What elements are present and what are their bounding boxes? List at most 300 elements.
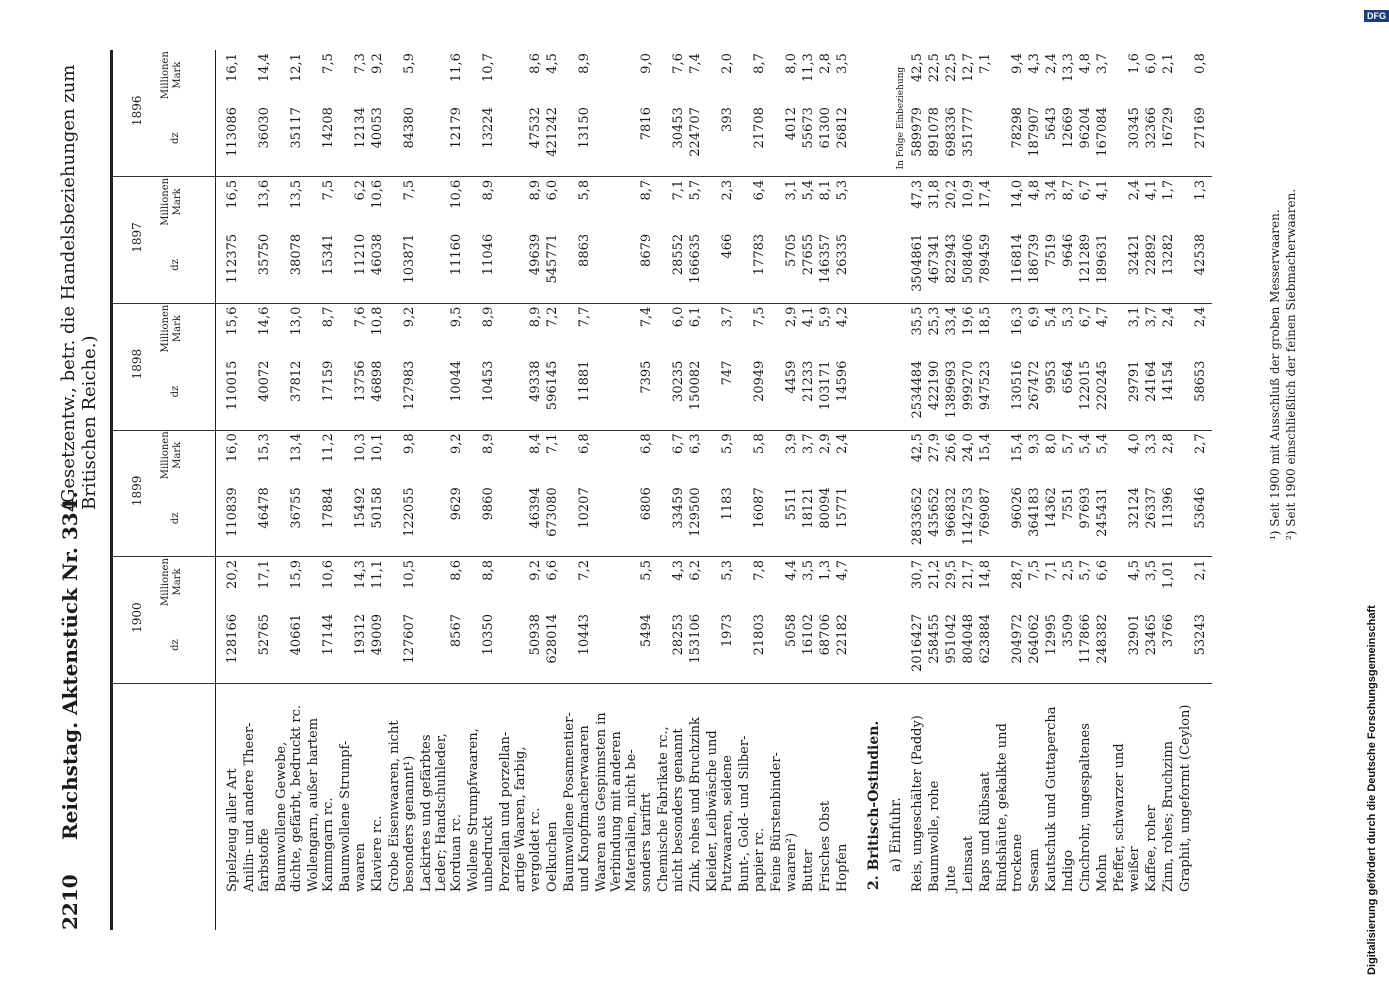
quantity-cell: 55673 bbox=[801, 107, 816, 149]
quantity-cell: 9646 bbox=[1061, 233, 1076, 267]
quantity-cell: 947523 bbox=[978, 360, 993, 411]
rows_top-row-label: Waaren aus Gespinnsten in Verbindung mit anderen Materialien, nicht be- sonders tarifirt bbox=[594, 712, 654, 892]
value-cell: 4,7 bbox=[835, 560, 850, 581]
quantity-cell: 21233 bbox=[801, 360, 816, 402]
value-cell: 10,8 bbox=[370, 306, 385, 336]
quantity-cell: 435652 bbox=[927, 487, 942, 537]
rows_india-row-label: Kautschuk und Guttapercha bbox=[1044, 706, 1059, 892]
value-cell: 8,9 bbox=[481, 179, 496, 201]
quantity-cell: 628014 bbox=[545, 614, 560, 664]
value-cell: 20,2 bbox=[225, 560, 240, 589]
quantity-cell: 393 bbox=[720, 107, 735, 132]
quantity-cell: 12669 bbox=[1061, 107, 1076, 149]
value-cell: 7,5 bbox=[752, 306, 767, 328]
value-cell: 9,4 bbox=[1010, 53, 1025, 74]
rows_top-row-label: Klaviere rc. bbox=[370, 815, 385, 892]
quantity-cell: 52765 bbox=[257, 614, 272, 656]
year-1896: 1896 bbox=[130, 95, 144, 126]
quantity-cell: 4459 bbox=[784, 360, 799, 394]
quantity-cell: 189631 bbox=[1095, 233, 1110, 284]
quantity-cell: 11396 bbox=[1161, 487, 1176, 529]
value-cell: 2,1 bbox=[1161, 53, 1176, 74]
value-cell: 9,0 bbox=[639, 53, 654, 74]
quantity-cell: 113086 bbox=[225, 107, 240, 157]
value-cell: 2,9 bbox=[818, 433, 833, 454]
value-cell: 14,4 bbox=[257, 53, 272, 83]
value-cell: 15,4 bbox=[1010, 433, 1025, 463]
value-cell: 4,8 bbox=[1078, 53, 1093, 74]
value-cell: 28,7 bbox=[1010, 560, 1025, 589]
value-cell: 6,6 bbox=[1095, 560, 1110, 581]
value-cell: 9,2 bbox=[402, 306, 417, 328]
quantity-cell: 30345 bbox=[1127, 107, 1142, 149]
value-cell: 4,5 bbox=[545, 53, 560, 74]
value-cell: 7,1 bbox=[978, 53, 993, 74]
quantity-cell: 596145 bbox=[545, 360, 560, 411]
quantity-cell: 121289 bbox=[1078, 233, 1093, 284]
quantity-cell: 53243 bbox=[1193, 614, 1208, 656]
value-cell: 2,8 bbox=[818, 53, 833, 74]
quantity-cell: 14208 bbox=[321, 107, 336, 149]
value-cell: 3,5 bbox=[1144, 560, 1159, 581]
quantity-cell: 11046 bbox=[481, 233, 496, 276]
value-cell: 8,4 bbox=[528, 433, 543, 454]
value-cell: 7,1 bbox=[1044, 560, 1059, 581]
rows_india-row-label: Mohn bbox=[1095, 854, 1110, 892]
value-cell: 3,1 bbox=[1127, 306, 1142, 328]
unit-value-header: Millionen Mark bbox=[160, 431, 183, 480]
quantity-cell: 146357 bbox=[818, 233, 833, 284]
quantity-cell: 27655 bbox=[801, 233, 816, 276]
value-cell: 9,2 bbox=[370, 53, 385, 74]
quantity-cell: 153106 bbox=[688, 614, 703, 664]
quantity-cell: 258455 bbox=[927, 614, 942, 664]
value-cell: 17,4 bbox=[978, 179, 993, 209]
value-cell: 6,6 bbox=[545, 560, 560, 581]
value-cell: 4,1 bbox=[1095, 179, 1110, 201]
page-header bbox=[58, 50, 98, 930]
quantity-cell: 2833652 bbox=[910, 487, 925, 546]
quantity-cell: 267472 bbox=[1027, 360, 1042, 411]
unit-value-header: Millionen Mark bbox=[160, 558, 183, 606]
value-cell: 8,8 bbox=[481, 560, 496, 581]
quantity-cell: 15341 bbox=[321, 233, 336, 276]
quantity-cell: 623884 bbox=[978, 614, 993, 664]
value-cell: 10,9 bbox=[961, 179, 976, 209]
quantity-cell: 13150 bbox=[577, 107, 592, 149]
quantity-cell: 6564 bbox=[1061, 360, 1076, 394]
quantity-cell: 32366 bbox=[1144, 107, 1159, 149]
value-cell: 5,8 bbox=[577, 179, 592, 201]
value-cell: 6,9 bbox=[1027, 306, 1042, 328]
quantity-cell: 28253 bbox=[671, 614, 686, 656]
quantity-cell: 166635 bbox=[688, 233, 703, 284]
value-cell: 5,3 bbox=[720, 560, 735, 581]
unit-qty-header: dz bbox=[170, 512, 181, 525]
value-cell: 5,4 bbox=[1044, 306, 1059, 328]
rows_top-row-label: Kleider, Leibwäsche und Putzwaaren, seidene bbox=[705, 730, 735, 892]
quantity-cell: 8863 bbox=[577, 233, 592, 267]
page-number: 2210 bbox=[58, 874, 82, 930]
value-cell: 2,1 bbox=[1193, 560, 1208, 581]
quantity-cell: 7551 bbox=[1061, 487, 1076, 521]
quantity-cell: 16087 bbox=[752, 487, 767, 529]
value-cell: 6,2 bbox=[353, 179, 368, 201]
value-cell: 11,3 bbox=[801, 53, 816, 83]
value-cell: 21,7 bbox=[961, 560, 976, 589]
value-cell: 5,4 bbox=[801, 179, 816, 201]
value-cell: 10,7 bbox=[481, 53, 496, 83]
quantity-cell: 29791 bbox=[1127, 360, 1142, 402]
quantity-cell: 11210 bbox=[353, 233, 368, 276]
value-cell: 33,4 bbox=[944, 306, 959, 336]
value-cell: 15,4 bbox=[978, 433, 993, 463]
rows_top-row-label: Grobe Eisenwaaren, nicht besonders genannt¹) bbox=[387, 720, 417, 892]
note-1896: In Folge Einbeziehung bbox=[896, 66, 906, 170]
value-cell: 10,6 bbox=[321, 560, 336, 589]
value-cell: 8,6 bbox=[528, 53, 543, 74]
quantity-cell: 127607 bbox=[402, 614, 417, 664]
value-cell: 8,9 bbox=[577, 53, 592, 74]
quantity-cell: 19312 bbox=[353, 614, 368, 656]
value-cell: 3,1 bbox=[784, 179, 799, 201]
value-cell: 10,1 bbox=[370, 433, 385, 463]
value-cell: 5,3 bbox=[1061, 306, 1076, 328]
value-cell: 7,4 bbox=[639, 306, 654, 328]
rows_india-row-label: Cinchrohr, ungespaltenes bbox=[1078, 723, 1093, 892]
quantity-cell: 112375 bbox=[225, 233, 240, 284]
value-cell: 25,3 bbox=[927, 306, 942, 336]
value-cell: 4,4 bbox=[784, 560, 799, 581]
quantity-cell: 999270 bbox=[961, 360, 976, 411]
quantity-cell: 42538 bbox=[1193, 233, 1208, 276]
value-cell: 6,0 bbox=[1144, 53, 1159, 74]
quantity-cell: 46478 bbox=[257, 487, 272, 529]
rows_top-row-label: Feine Bürstenbinder- waaren²) bbox=[769, 752, 799, 892]
quantity-cell: 421242 bbox=[545, 107, 560, 157]
quantity-cell: 789459 bbox=[978, 233, 993, 284]
quantity-cell: 36030 bbox=[257, 107, 272, 149]
unit-qty-header: dz bbox=[170, 259, 181, 271]
quantity-cell: 53646 bbox=[1193, 487, 1208, 529]
value-cell: 26,6 bbox=[944, 433, 959, 463]
value-cell: 5,4 bbox=[1095, 433, 1110, 454]
quantity-cell: 3509 bbox=[1061, 614, 1076, 648]
quantity-cell: 2534484 bbox=[910, 360, 925, 419]
value-cell: 11,2 bbox=[321, 433, 336, 463]
quantity-cell: 11160 bbox=[449, 233, 464, 276]
quantity-cell: 747 bbox=[720, 360, 735, 386]
quantity-cell: 951042 bbox=[944, 614, 959, 664]
header-title: (Gesetzentw., betr. die Handelsbeziehungen zum Britischen Reiche.) bbox=[58, 64, 100, 510]
value-cell: 8,0 bbox=[1044, 433, 1059, 454]
value-cell: 6,8 bbox=[639, 433, 654, 454]
value-cell: 3,5 bbox=[835, 53, 850, 74]
quantity-cell: 186739 bbox=[1027, 233, 1042, 284]
unit-value-header: Millionen Mark bbox=[160, 177, 183, 226]
value-cell: 5,4 bbox=[1078, 433, 1093, 454]
value-cell: 9,2 bbox=[449, 433, 464, 454]
quantity-cell: 5058 bbox=[784, 614, 799, 648]
quantity-cell: 6806 bbox=[639, 487, 654, 521]
value-cell: 8,9 bbox=[528, 306, 543, 328]
value-cell: 8,7 bbox=[639, 179, 654, 201]
quantity-cell: 891078 bbox=[927, 107, 942, 157]
value-cell: 0,8 bbox=[1193, 53, 1208, 74]
rows_india-row-label: Rindshäute, gekalkte und trockene bbox=[995, 723, 1025, 892]
table-header-rule bbox=[215, 50, 216, 930]
quantity-cell: 4012 bbox=[784, 107, 799, 141]
quantity-cell: 364183 bbox=[1027, 487, 1042, 537]
quantity-cell: 508406 bbox=[961, 233, 976, 284]
rows_top-row-label: Frisches Obst bbox=[818, 800, 833, 892]
quantity-cell: 8679 bbox=[639, 233, 654, 267]
value-cell: 7,7 bbox=[577, 306, 592, 328]
quantity-cell: 5494 bbox=[639, 614, 654, 648]
value-cell: 3,7 bbox=[720, 306, 735, 328]
quantity-cell: 18121 bbox=[801, 487, 816, 529]
quantity-cell: 10453 bbox=[481, 360, 496, 402]
quantity-cell: 14154 bbox=[1161, 360, 1176, 402]
rows_india-row-label: Indigo bbox=[1061, 849, 1076, 892]
quantity-cell: 40072 bbox=[257, 360, 272, 402]
rows_india-row-label: Leinsaat bbox=[961, 835, 976, 892]
quantity-cell: 14362 bbox=[1044, 487, 1059, 529]
rows_top-row-label: Chemische Fabrikate rc., nicht besonders genannt bbox=[656, 726, 686, 892]
value-cell: 7,6 bbox=[671, 53, 686, 74]
value-cell: 15,6 bbox=[225, 306, 240, 336]
value-cell: 5,9 bbox=[818, 306, 833, 328]
value-cell: 21,2 bbox=[927, 560, 942, 589]
quantity-cell: 264062 bbox=[1027, 614, 1042, 664]
value-cell: 10,6 bbox=[449, 179, 464, 209]
quantity-cell: 33459 bbox=[671, 487, 686, 529]
rows_india-row-label: Reis, ungeschälter (Paddy) bbox=[910, 715, 925, 892]
value-cell: 1,01 bbox=[1161, 560, 1176, 589]
value-cell: 6,7 bbox=[671, 433, 686, 454]
quantity-cell: 3504861 bbox=[910, 233, 925, 292]
quantity-cell: 110839 bbox=[225, 487, 240, 537]
value-cell: 9,2 bbox=[528, 560, 543, 581]
quantity-cell: 804048 bbox=[961, 614, 976, 664]
unit-qty-header: dz bbox=[170, 385, 181, 398]
value-cell: 14,0 bbox=[1010, 179, 1025, 209]
value-cell: 3,7 bbox=[1095, 53, 1110, 74]
quantity-cell: 220245 bbox=[1095, 360, 1110, 411]
value-cell: 9,3 bbox=[1027, 433, 1042, 454]
quantity-cell: 698336 bbox=[944, 107, 959, 157]
value-cell: 5,7 bbox=[688, 179, 703, 201]
value-cell: 5,9 bbox=[720, 433, 735, 454]
value-cell: 13,3 bbox=[1061, 53, 1076, 83]
unit-value-header: Millionen Mark bbox=[160, 51, 183, 100]
rows_top-row-label: Butter bbox=[801, 849, 816, 892]
quantity-cell: 26337 bbox=[1144, 487, 1159, 529]
value-cell: 8,6 bbox=[449, 560, 464, 581]
value-cell: 19,6 bbox=[961, 306, 976, 336]
value-cell: 10,3 bbox=[353, 433, 368, 463]
quantity-cell: 84380 bbox=[402, 107, 417, 149]
quantity-cell: 1973 bbox=[720, 614, 735, 648]
value-cell: 15,3 bbox=[257, 433, 272, 463]
value-cell: 42,5 bbox=[910, 53, 925, 83]
value-cell: 1,6 bbox=[1127, 53, 1142, 74]
quantity-cell: 12179 bbox=[449, 107, 464, 149]
value-cell: 3,4 bbox=[1044, 179, 1059, 201]
value-cell: 7,5 bbox=[321, 179, 336, 201]
quantity-cell: 46038 bbox=[370, 233, 385, 276]
quantity-cell: 122055 bbox=[402, 487, 417, 537]
value-cell: 14,8 bbox=[978, 560, 993, 589]
value-cell: 27,9 bbox=[927, 433, 942, 463]
quantity-cell: 110015 bbox=[225, 360, 240, 411]
rows_top-row-label: Zink, rohes und Bruchzink bbox=[688, 717, 703, 892]
quantity-cell: 40053 bbox=[370, 107, 385, 149]
value-cell: 7,1 bbox=[671, 179, 686, 201]
value-cell: 6,0 bbox=[545, 179, 560, 201]
rows_india-row-label: Kaffee, roher bbox=[1144, 805, 1159, 892]
value-cell: 18,5 bbox=[978, 306, 993, 336]
quantity-cell: 9953 bbox=[1044, 360, 1059, 394]
value-cell: 2,8 bbox=[1161, 433, 1176, 454]
column-divider bbox=[112, 430, 1212, 431]
quantity-cell: 46394 bbox=[528, 487, 543, 529]
quantity-cell: 26335 bbox=[835, 233, 850, 276]
rows_india-row-label: Zinn, rohes; Bruchzinn bbox=[1161, 740, 1176, 892]
quantity-cell: 1142753 bbox=[961, 487, 976, 546]
quantity-cell: 21708 bbox=[752, 107, 767, 149]
value-cell: 20,2 bbox=[944, 179, 959, 209]
quantity-cell: 103171 bbox=[818, 360, 833, 411]
value-cell: 8,1 bbox=[818, 179, 833, 201]
quantity-cell: 10044 bbox=[449, 360, 464, 402]
quantity-cell: 12134 bbox=[353, 107, 368, 149]
column-divider bbox=[112, 303, 1212, 304]
value-cell: 7,2 bbox=[545, 306, 560, 328]
unit-qty-header: dz bbox=[170, 639, 181, 651]
quantity-cell: 80094 bbox=[818, 487, 833, 529]
quantity-cell: 23465 bbox=[1144, 614, 1159, 656]
value-cell: 1,3 bbox=[818, 560, 833, 581]
quantity-cell: 5643 bbox=[1044, 107, 1059, 141]
quantity-cell: 966832 bbox=[944, 487, 959, 537]
quantity-cell: 204972 bbox=[1010, 614, 1025, 664]
value-cell: 7,6 bbox=[353, 306, 368, 328]
section-title: 2. Britisch-Ostindien. bbox=[866, 720, 882, 890]
quantity-cell: 8567 bbox=[449, 614, 464, 648]
dfg-badge: DFG bbox=[1364, 10, 1389, 22]
value-cell: 6,3 bbox=[688, 433, 703, 454]
value-cell: 2,4 bbox=[1127, 179, 1142, 201]
digitization-credit: Digitalisierung gefördert durch die Deutsche Forschungsgemeinschaft bbox=[1366, 605, 1378, 975]
quantity-cell: 822943 bbox=[944, 233, 959, 284]
value-cell: 22,5 bbox=[927, 53, 942, 83]
value-cell: 6,2 bbox=[688, 560, 703, 581]
value-cell: 4,0 bbox=[1127, 433, 1142, 454]
value-cell: 47,3 bbox=[910, 179, 925, 209]
quantity-cell: 16729 bbox=[1161, 107, 1176, 149]
quantity-cell: 128166 bbox=[225, 614, 240, 664]
value-cell: 13,5 bbox=[289, 179, 304, 209]
quantity-cell: 68706 bbox=[818, 614, 833, 656]
rows_top-row-label: Hopfen bbox=[835, 843, 850, 892]
header-document: Aktenstück Nr. 334. bbox=[58, 491, 82, 715]
quantity-cell: 97693 bbox=[1078, 487, 1093, 529]
value-cell: 13,0 bbox=[289, 306, 304, 336]
quantity-cell: 11881 bbox=[577, 360, 592, 402]
value-cell: 12,1 bbox=[289, 53, 304, 83]
quantity-cell: 40661 bbox=[289, 614, 304, 656]
quantity-cell: 466 bbox=[720, 233, 735, 259]
value-cell: 4,8 bbox=[1027, 179, 1042, 201]
quantity-cell: 17783 bbox=[752, 233, 767, 276]
rows_india-row-label: Baumwolle, rohe bbox=[927, 780, 942, 892]
quantity-cell: 13756 bbox=[353, 360, 368, 402]
value-cell: 5,7 bbox=[1061, 433, 1076, 454]
quantity-cell: 38078 bbox=[289, 233, 304, 276]
value-cell: 13,6 bbox=[257, 179, 272, 209]
column-divider bbox=[112, 683, 1212, 684]
quantity-cell: 58653 bbox=[1193, 360, 1208, 402]
rows_top-row-label: Wollengarn, außer hartem Kammgarn rc. bbox=[306, 717, 336, 892]
value-cell: 7,1 bbox=[545, 433, 560, 454]
quantity-cell: 7395 bbox=[639, 360, 654, 394]
quantity-cell: 47532 bbox=[528, 107, 543, 149]
quantity-cell: 2016427 bbox=[910, 614, 925, 672]
value-cell: 7,4 bbox=[688, 53, 703, 74]
value-cell: 5,9 bbox=[402, 53, 417, 74]
quantity-cell: 35117 bbox=[289, 107, 304, 149]
value-cell: 14,3 bbox=[353, 560, 368, 589]
quantity-cell: 167084 bbox=[1095, 107, 1110, 157]
value-cell: 31,8 bbox=[927, 179, 942, 209]
quantity-cell: 15771 bbox=[835, 487, 850, 529]
quantity-cell: 20949 bbox=[752, 360, 767, 402]
quantity-cell: 35750 bbox=[257, 233, 272, 276]
quantity-cell: 545771 bbox=[545, 233, 560, 284]
quantity-cell: 1183 bbox=[720, 487, 735, 521]
value-cell: 24,0 bbox=[961, 433, 976, 463]
rows_top-row-label: Baumwollene Strumpf- waaren bbox=[338, 740, 368, 892]
value-cell: 14,6 bbox=[257, 306, 272, 336]
quantity-cell: 49338 bbox=[528, 360, 543, 402]
value-cell: 29,5 bbox=[944, 560, 959, 589]
value-cell: 10,5 bbox=[402, 560, 417, 589]
year-1899: 1899 bbox=[130, 475, 144, 507]
quantity-cell: 28552 bbox=[671, 233, 686, 276]
quantity-cell: 26812 bbox=[835, 107, 850, 149]
quantity-cell: 5705 bbox=[784, 233, 799, 267]
value-cell: 2,4 bbox=[1193, 306, 1208, 328]
value-cell: 4,1 bbox=[801, 306, 816, 328]
value-cell: 4,7 bbox=[1095, 306, 1110, 328]
rows_india-row-label: Graphit, ungeformt (Ceylon) bbox=[1178, 704, 1193, 892]
value-cell: 17,1 bbox=[257, 560, 272, 589]
value-cell: 8,7 bbox=[752, 53, 767, 74]
quantity-cell: 3766 bbox=[1161, 614, 1176, 648]
quantity-cell: 15492 bbox=[353, 487, 368, 529]
value-cell: 2,4 bbox=[1044, 53, 1059, 74]
quantity-cell: 130516 bbox=[1010, 360, 1025, 411]
value-cell: 2,9 bbox=[784, 306, 799, 328]
quantity-cell: 9629 bbox=[449, 487, 464, 521]
footnote-2: ²) Seit 1900 einschließlich der feinen Siebmacherwaaren. bbox=[1284, 188, 1298, 540]
value-cell: 3,5 bbox=[801, 560, 816, 581]
quantity-cell: 1389693 bbox=[944, 360, 959, 419]
quantity-cell: 21803 bbox=[752, 614, 767, 656]
value-cell: 7,3 bbox=[353, 53, 368, 74]
quantity-cell: 46898 bbox=[370, 360, 385, 402]
